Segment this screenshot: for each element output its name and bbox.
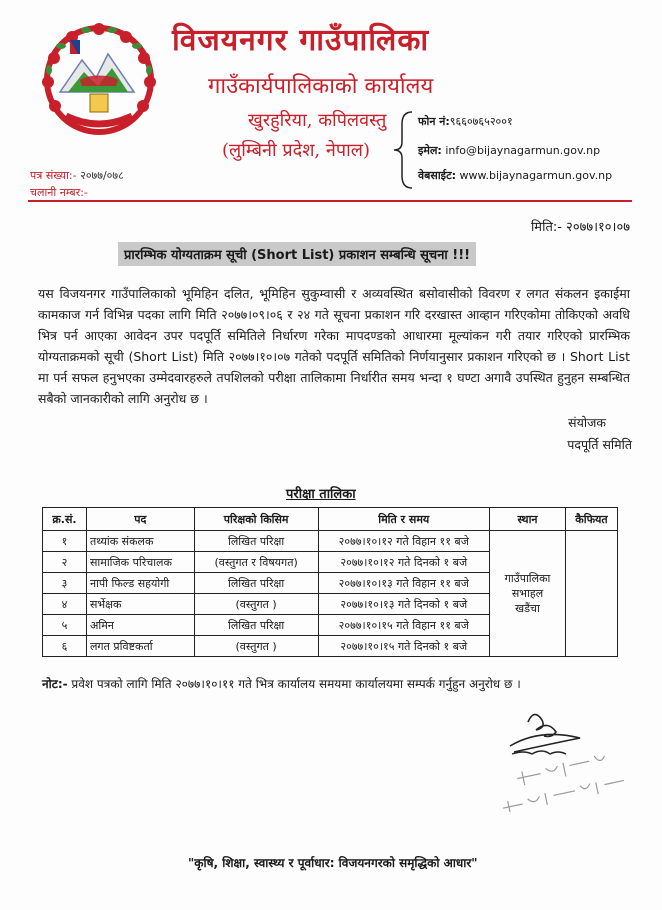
row-post: नापी फिल्ड सहयोगी — [86, 573, 194, 594]
table-header-row — [43, 508, 618, 531]
website-address[interactable]: www.bijaynagarmun.gov.np — [459, 169, 613, 182]
municipality-motto: "कृषि, शिक्षा, स्वास्थ्य र पूर्वाधार: विजयनगरको समृद्धिको आधार" — [188, 856, 478, 870]
signature-stamp-image — [488, 702, 648, 812]
remarks-cell — [565, 531, 617, 657]
venue-cell — [490, 531, 566, 657]
office-place: खुरहुरिया, कपिलवस्तु — [248, 110, 387, 131]
header-post: पद — [86, 508, 194, 531]
brace-icon — [392, 110, 414, 190]
row-datetime: २०७७।१०।१३ गते विहान ११ बजे — [318, 573, 490, 594]
row-sn: २ — [43, 552, 87, 573]
row-post: सर्भेक्षक — [86, 594, 194, 615]
row-datetime: २०७७।१०।१३ गते दिनको १ बजे — [318, 594, 490, 615]
letter-number — [30, 168, 124, 183]
notice-title: प्रारम्भिक योग्यताक्रम सूची (Short List) प्रकाशन सम्बन्धि सूचना !!! — [118, 242, 476, 266]
email-address[interactable]: info@bijaynagarmun.gov.np — [445, 144, 601, 157]
signatory-committee: पदपूर्ति समिति — [567, 437, 632, 452]
website-row — [418, 168, 612, 183]
phone-label: फोन नं: — [418, 115, 450, 128]
table-row — [43, 531, 618, 552]
dispatch-number-label: चलानी नम्बर:- — [30, 186, 88, 199]
row-post: लगत प्रविष्टकर्ता — [86, 636, 194, 657]
row-exam-type: लिखित परिक्षा — [194, 573, 318, 594]
phone-row — [418, 114, 513, 129]
signatory-role: संयोजक — [568, 415, 606, 430]
header-sn: क्र.सं. — [43, 508, 87, 531]
note-line — [42, 675, 521, 692]
row-exam-type: (वस्तुगत ) — [194, 636, 318, 657]
notice-date: मिति:- २०७७।१०।०७ — [530, 220, 630, 235]
header-divider — [28, 200, 632, 202]
row-exam-type: (वस्तुगत ) — [194, 594, 318, 615]
municipality-name: विजयनगर गाउँपालिका — [172, 23, 430, 58]
header-exam-type: परिक्षको किसिम — [194, 508, 318, 531]
email-label: इमेल: — [418, 144, 442, 157]
note-text: प्रवेश पत्रको लागि मिति २०७७।१०।११ गते भित्र कार्यालय समयमा कार्यालयमा सम्पर्क गर्नुहुन अनुरोध छ । — [67, 677, 521, 691]
header-remarks: कैफियत — [565, 508, 617, 531]
venue-line: खडैंचा — [515, 602, 540, 615]
row-post: तथ्यांक संकलक — [86, 531, 194, 552]
venue-line: गाउँपालिका — [504, 572, 551, 585]
phone-number: ९६६०७६५२००१ — [449, 115, 513, 128]
row-sn: ३ — [43, 573, 87, 594]
row-sn: ४ — [43, 594, 87, 615]
venue-line: सभाहल — [511, 587, 544, 600]
nepal-emblem-logo — [40, 20, 158, 140]
row-datetime: २०७७।१०।१५ गते विहान ११ बजे — [318, 615, 490, 636]
row-exam-type: लिखित परिक्षा — [194, 531, 318, 552]
office-province: (लुम्बिनी प्रदेश, नेपाल) — [222, 140, 370, 161]
row-sn: ६ — [43, 636, 87, 657]
row-datetime: २०७७।१०।१२ गते विहान ११ बजे — [318, 531, 490, 552]
office-name: गाउँकार्यपालिकाको कार्यालय — [208, 74, 434, 99]
row-datetime: २०७७।१०।१५ गते दिनको १ बजे — [318, 636, 490, 657]
row-exam-type: (वस्तुगत र विषयगत) — [194, 552, 318, 573]
row-post: अमिन — [86, 615, 194, 636]
letter-number-label: पत्र संख्या:- — [30, 169, 77, 182]
email-row — [418, 143, 600, 158]
exam-table-title: परीक्षा तालिका — [286, 487, 356, 502]
note-label: नोट:- — [42, 677, 68, 691]
row-datetime: २०७७।१०।१२ गते दिनको १ बजे — [318, 552, 490, 573]
header-datetime: मिति र समय — [318, 508, 490, 531]
row-post: सामाजिक परिचालक — [86, 552, 194, 573]
exam-schedule-table — [42, 507, 618, 657]
notice-body: यस विजयनगर गाउँपालिकाको भूमिहिन दलित, भूमिहिन सुकुम्वासी र अव्यवस्थित बसोवासीको विवरण र लगत संकलन इकाईमा कामकाज गर्न विभिन्न पदका लागि मिति २०७७।०९।०६ र २४ गते सूचना प्रकाशन गरि दरखास्त आव्हान गरिएकोमा तोकिएको अवधि भित्र पर्न आएका आवेदन उपर पदपूर्ति समितिले निर्धारण गरेका मापदण्डको आधारमा मूल्यांकन गरी तयार गरिएको प्रारम्भिक योग्यताक्रमको सूची (Short List) मिति २०७७।१०।०७ गतेको पदपूर्ति समितिको निर्णयानुसार प्रकाशन गरिएको छ । Short List मा पर्न सफल हनुभएका उम्मेदवारहरुले तपशिलको परीक्षा तालिकामा निर्धारीत समय भन्दा १ घण्टा अगावै उपस्थित हुनुहन सम्बन्धित सबैको जानकारीको लागि अनुरोध छ । — [38, 286, 630, 406]
website-label: वेबसाईट: — [418, 169, 457, 182]
row-exam-type: लिखित परिक्षा — [194, 615, 318, 636]
row-sn: ५ — [43, 615, 87, 636]
contact-block — [392, 110, 662, 190]
letter-number-value: २०७७/०७८ — [80, 169, 124, 182]
header-venue: स्थान — [490, 508, 566, 531]
row-sn: १ — [43, 531, 87, 552]
